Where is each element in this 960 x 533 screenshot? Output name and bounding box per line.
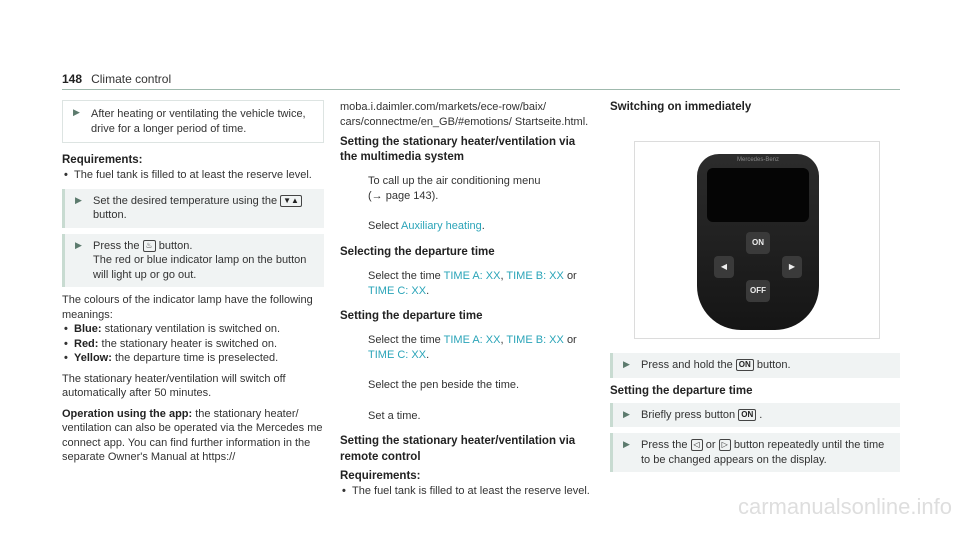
time-c-option[interactable]: TIME C: XX: [368, 284, 427, 297]
column-1: [62, 100, 324, 471]
column-3: [610, 100, 900, 478]
heading-select-departure: Selecting the departure time: [340, 245, 495, 258]
right-arrow-icon: ▷: [719, 439, 731, 451]
remote-control: [697, 154, 819, 330]
remote-off-button[interactable]: OFF: [746, 280, 770, 302]
temperature-down-up-icon: ▼▲: [280, 195, 302, 207]
step-select-pen: Select the pen beside the time.: [340, 373, 595, 398]
heading-set-departure: Setting the departure time: [340, 310, 483, 323]
requirement-item: • The fuel tank is filled to at least the reserve level.: [340, 484, 595, 499]
meaning-item: • Blue: stationary ventilation is switched on.: [62, 322, 324, 337]
column-2: [340, 100, 595, 504]
left-arrow-icon: ◁: [691, 439, 703, 451]
step-call-menu: To call up the air conditioning menu (→ page 143).: [340, 169, 595, 208]
app-paragraph: Operation using the app: the stationary heater/ ventilation can also be operated via the Mercedes me connect app. You can find further information in the separate Owner's Manual at https://: [62, 407, 323, 464]
heater-icon: ♨: [143, 240, 156, 252]
remote-left-button[interactable]: ◀: [714, 256, 734, 278]
time-a-option[interactable]: TIME A: XX: [443, 270, 501, 283]
step-brief-press: ▶ Briefly press button ON .: [610, 403, 900, 428]
requirements: [62, 153, 324, 183]
auxiliary-heating-link[interactable]: Auxiliary heating: [401, 220, 482, 233]
remote-right-button[interactable]: ▶: [782, 256, 802, 278]
meaning-item: • Red: the stationary heater is switched on.: [62, 337, 324, 352]
page-header: [62, 72, 900, 90]
remote-display: [707, 168, 809, 222]
meaning-item: • Yellow: the departure time is preselected.: [62, 351, 324, 366]
time-b-option[interactable]: TIME B: XX: [506, 334, 564, 347]
requirements-heading: Requirements:: [62, 154, 143, 167]
step-press-arrows: ▶ Press the ◁ or ▷ button repeatedly until the time to be changed appears on the display.: [610, 433, 900, 472]
heading-set-departure-remote: Setting the departure time: [610, 384, 753, 397]
on-key-icon: ON: [738, 409, 756, 421]
on-key-icon: ON: [736, 359, 754, 371]
watermark: carmanualsonline.info: [737, 493, 952, 519]
url-text: moba.i.daimler.com/markets/ece-row/baix/ cars/connectme/en_GB/#emotions/ Startseite.html.: [340, 101, 589, 128]
requirement-item: • The fuel tank is filled to at least the reserve level.: [62, 168, 324, 183]
heading-remote-control: Setting the stationary heater/ventilation via remote control: [340, 435, 576, 463]
step-press-hold-on: ▶ Press and hold the ON button.: [610, 353, 900, 378]
auto-off-text: The stationary heater/ventilation will switch off automatically after 50 minutes.: [62, 372, 286, 400]
remote-control-figure: [634, 141, 880, 339]
meanings: The colours of the indicator lamp have the following meanings: • Blue: stationary ventilation is switched on. • Red: the stationary heater is switched on. • Yellow: the departure time is preselected.: [62, 293, 324, 366]
step-select-time-2: Select the time TIME A: XX, TIME B: XX or TIME C: XX.: [340, 328, 595, 367]
time-a-option[interactable]: TIME A: XX: [443, 334, 501, 347]
brand-logo: Mercedes-Benz: [736, 157, 780, 164]
time-b-option[interactable]: TIME B: XX: [506, 270, 564, 283]
step-select-time: Select the time TIME A: XX, TIME B: XX or TIME C: XX.: [340, 264, 595, 303]
step-press-heater: ▶ Press the ♨ button. The red or blue indicator lamp on the button will light up or go out.: [62, 234, 324, 288]
page-number: 148: [62, 72, 83, 86]
heading-multimedia: Setting the stationary heater/ventilation via the multimedia system: [340, 136, 576, 164]
heading-switch-on: Switching on immediately: [610, 101, 752, 113]
step-select-aux: Select Auxiliary heating.: [340, 214, 595, 239]
remote-on-button[interactable]: ON: [746, 232, 770, 254]
section-title: Climate control: [91, 72, 172, 86]
requirements-remote: Requirements: • The fuel tank is filled to at least the reserve level.: [340, 469, 595, 499]
info-note: ▶ After heating or ventilating the vehicle twice, drive for a longer period of time.: [62, 100, 324, 143]
step-set-time: Set a time.: [340, 404, 595, 429]
time-c-option[interactable]: TIME C: XX: [368, 348, 427, 361]
step-set-temperature: ▶ Set the desired temperature using the ▼▲ button.: [62, 189, 324, 228]
